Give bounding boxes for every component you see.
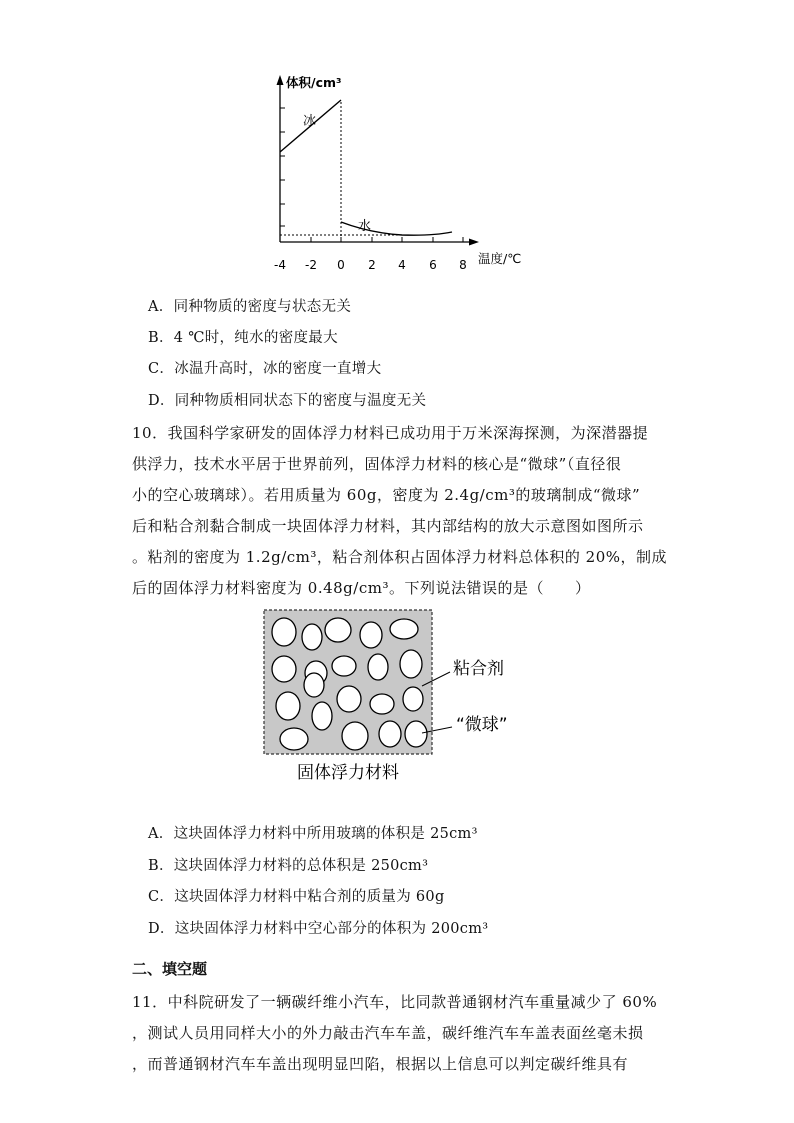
q10-option-a: A．这块固体浮力材料中所用玻璃的体积是 25cm³	[148, 826, 478, 842]
x-ticks	[311, 237, 463, 242]
q9-option-b: B．4 ℃时，纯水的密度最大	[148, 330, 338, 346]
q10-line-5: 。粘剂的密度为 1.2g/cm³，粘合剂体积占固体浮力材料总体积的 20%，制成	[132, 548, 668, 566]
x-axis-arrow	[469, 239, 479, 246]
x-tick-label: -2	[305, 258, 317, 272]
buoyancy-material-figure	[260, 606, 540, 786]
x-axis-label: 温度/℃	[478, 251, 522, 266]
q10-option-b: B．这块固体浮力材料的总体积是 250cm³	[148, 858, 429, 874]
x-tick-label: 6	[429, 258, 437, 272]
q10-line-6: 后的固体浮力材料密度为 0.48g/cm³。下列说法错误的是（ ）	[132, 579, 591, 597]
x-tick-label: 0	[337, 258, 345, 272]
q11-line-3: ，而普通钢材汽车车盖出现明显凹陷，根据以上信息可以判定碳纤维具有	[132, 1055, 629, 1073]
volume-temperature-graph	[260, 70, 550, 275]
x-tick-label: 4	[398, 258, 406, 272]
q10-line-3: 小的空心玻璃球）。若用质量为 60g，密度为 2.4g/cm³的玻璃制成“微球”	[132, 486, 641, 504]
q9-option-d: D．同种物质相同状态下的密度与温度无关	[148, 393, 427, 409]
water-label: 水	[358, 219, 372, 234]
q10-line-1: 10．我国科学家研发的固体浮力材料已成功用于万米深海探测，为深潜器提	[132, 424, 649, 442]
x-tick-label: -4	[274, 258, 286, 272]
x-tick-label: 2	[368, 258, 376, 272]
q10-option-d: D．这块固体浮力材料中空心部分的体积为 200cm³	[148, 921, 489, 937]
q10-option-c: C．这块固体浮力材料中粘合剂的质量为 60g	[148, 889, 445, 905]
q11-line-1: 11．中科院研发了一辆碳纤维小汽车，比同款普通钢材汽车重量减少了 60%	[132, 993, 658, 1011]
y-ticks	[280, 108, 285, 226]
binder-label: 粘合剂	[453, 659, 504, 679]
q9-option-c: C．冰温升高时，冰的密度一直增大	[148, 361, 382, 377]
ice-label: 冰	[303, 114, 317, 129]
x-tick-label: 8	[459, 258, 467, 272]
q10-line-2: 供浮力，技术水平居于世界前列，固体浮力材料的核心是“微球”（直径很	[132, 455, 622, 473]
y-axis-label: 体积/cm³	[286, 75, 342, 90]
q9-option-a: A．同种物质的密度与状态无关	[148, 299, 352, 315]
q10-line-4: 后和粘合剂黏合制成一块固体浮力材料，其内部结构的放大示意图如图所示	[132, 517, 644, 535]
figure-caption: 固体浮力材料	[297, 763, 399, 783]
section-title: 二、填空题	[132, 960, 208, 978]
q11-line-2: ，测试人员用同样大小的外力敲击汽车车盖，碳纤维汽车车盖表面丝毫未损	[132, 1024, 644, 1042]
sphere-label: “微球”	[456, 715, 508, 735]
y-axis-arrow	[277, 75, 284, 85]
